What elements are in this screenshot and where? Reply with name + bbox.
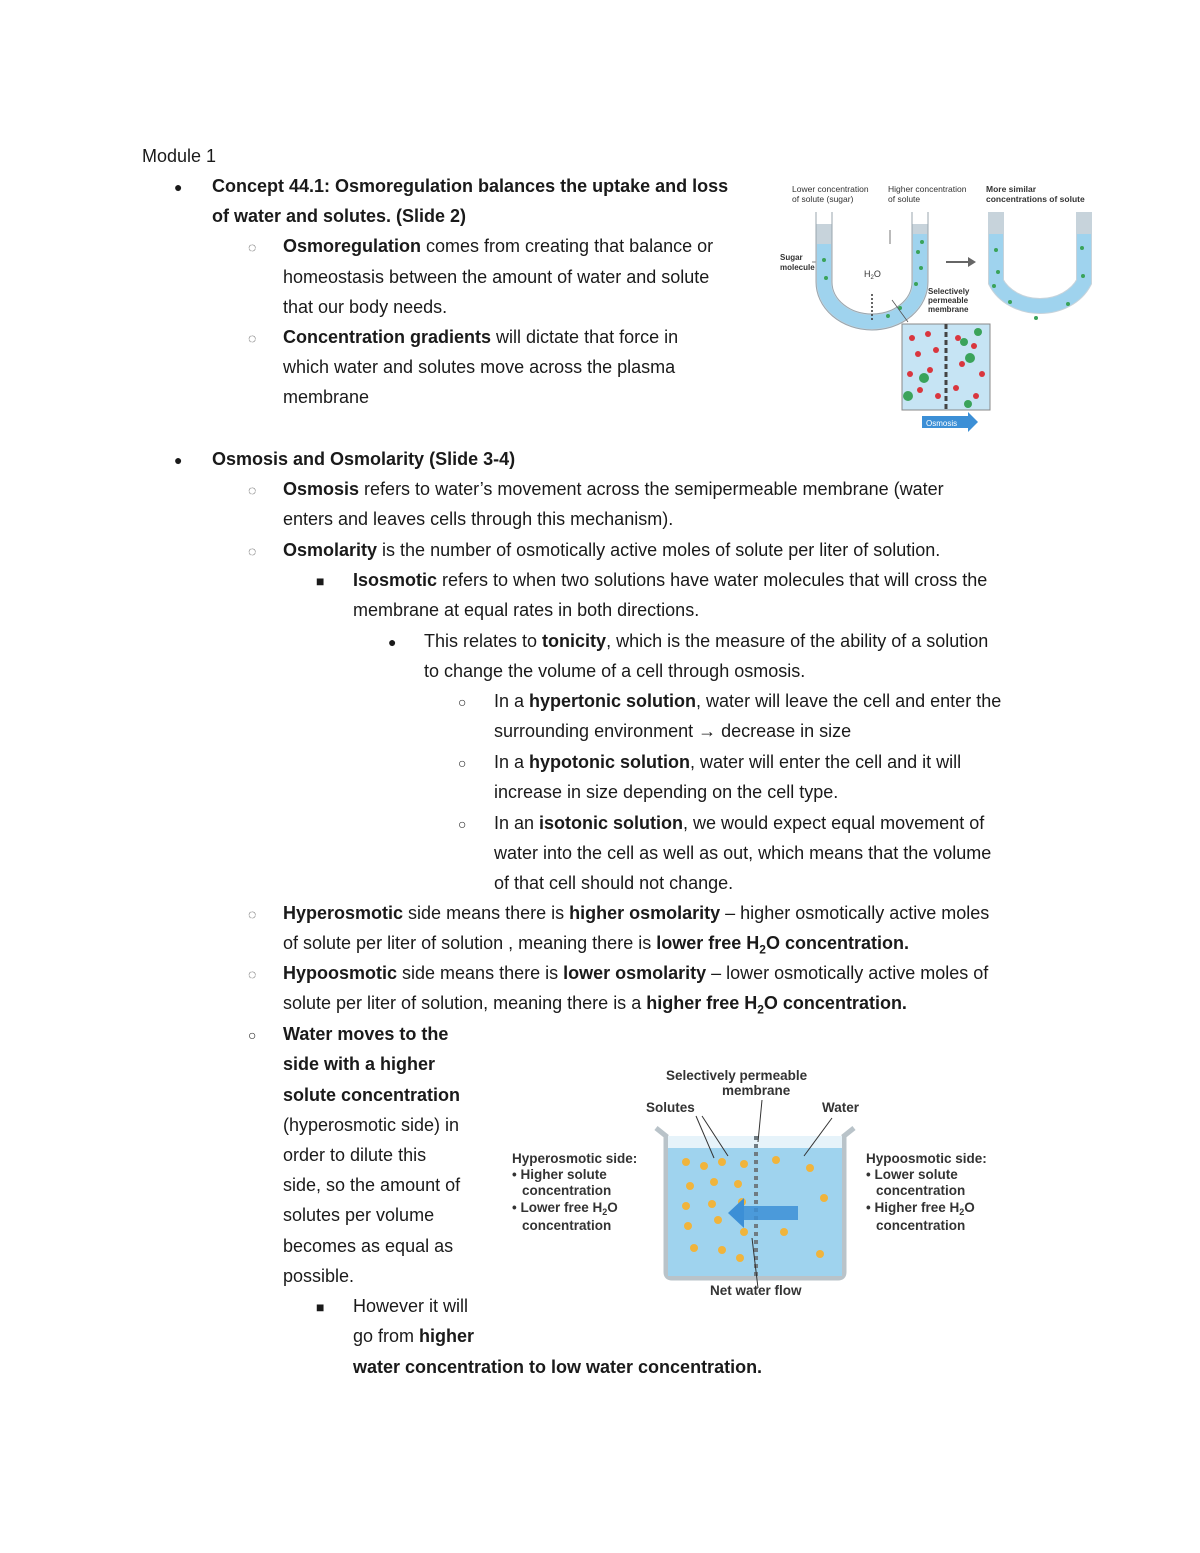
beaker: [656, 1128, 854, 1278]
term-osmolarity: Osmolarity: [283, 540, 378, 560]
bullet-dotted: ◌: [248, 482, 257, 498]
svg-text:concentration: [876, 1218, 965, 1233]
svg-text:Lower concentration: [792, 184, 869, 194]
svg-text:Hyperosmotic side:: [512, 1151, 637, 1166]
svg-text:• Lower solute: [866, 1167, 958, 1182]
svg-text:Hypoosmotic side:: [866, 1151, 987, 1166]
however-line2: [353, 1325, 474, 1347]
svg-text:Osmosis: [926, 419, 957, 428]
svg-text:Selectively: [928, 287, 970, 296]
bullet-square: ■: [316, 573, 325, 589]
label-lower-concentration-2: of solute (sugar): [792, 194, 854, 204]
hypoosmotic-text: – lower osmotically active moles of: [706, 963, 989, 983]
however-pre: go from: [353, 1326, 420, 1346]
module-title: Module 1: [142, 146, 217, 166]
svg-text:membrane: [928, 305, 969, 314]
hyperosmotic-line2: [283, 932, 909, 961]
hypotonic-line1: [494, 751, 961, 773]
bullet-dotted: ◌: [248, 330, 257, 346]
hypoosmotic-l2-pre: solute per liter of solution, meaning there is a: [283, 993, 647, 1013]
bullet-filled: ●: [174, 179, 183, 195]
isotonic-pre: In an: [494, 813, 540, 833]
term-higher-osmolarity: higher osmolarity: [569, 903, 721, 923]
section1-heading-line2: of water and solutes. (Slide 2): [212, 206, 467, 226]
label-solutes: Solutes: [646, 1100, 695, 1115]
hypotonic-text: , water will enter the cell and it will: [690, 752, 962, 772]
svg-text:membrane: [722, 1083, 791, 1098]
label-selectively-permeable: Selectively permeable: [666, 1068, 808, 1083]
however-line1: However it will: [353, 1296, 469, 1316]
osmoregulation-line2: homeostasis between the amount of water and solute: [283, 267, 710, 287]
gradients-text: will dictate that force in: [491, 327, 679, 347]
osmoregulation-line3: that our body needs.: [283, 297, 448, 317]
label-hyper-b1-2: concentration: [522, 1183, 612, 1198]
label-hypo-b1: • Lower solute: [866, 1167, 958, 1182]
label-more-similar: More similar: [986, 184, 1037, 194]
hypoosmotic-label-group: [866, 1151, 987, 1233]
label-lower-concentration: Lower concentration: [792, 184, 869, 194]
membrane-zoom: [902, 324, 990, 410]
bullet-dotted: ◌: [248, 239, 257, 255]
svg-text:Solutes: [646, 1100, 695, 1115]
label-hyper-b2-2: concentration: [522, 1218, 612, 1233]
osmosis-line1: [283, 478, 944, 500]
hypoosmotic-l2-sub: 2: [757, 1002, 764, 1017]
label-higher-concentration-2: of solute: [888, 194, 921, 204]
svg-text:permeable: [928, 296, 969, 305]
hypertonic-pre: In a: [494, 691, 530, 711]
bullet-dotted: ◌: [248, 543, 257, 559]
hyperosmotic-l2-bold: lower free H: [656, 933, 760, 953]
label-membrane-3: membrane: [928, 305, 969, 314]
gradients-line1: [283, 326, 678, 348]
bullet-filled: ●: [174, 452, 183, 468]
label-membrane-2: permeable: [928, 296, 969, 305]
isotonic-line1: [494, 812, 984, 834]
term-osmosis: Osmosis: [283, 479, 360, 499]
hyperosmotic-line1: [283, 902, 989, 924]
bullet-circle: ○: [248, 1027, 257, 1043]
label-h2o-sub: 2: [870, 275, 874, 281]
osmosis-line2: enters and leaves cells through this mechanism).: [283, 509, 674, 529]
bullet-filled: ●: [388, 634, 397, 650]
water-moves-line3: solute concentration: [283, 1085, 461, 1105]
label-hypo-b2-end: O: [964, 1200, 975, 1215]
svg-text:• Lower free H2O: [512, 1200, 618, 1217]
isosmotic-line1: [353, 569, 987, 591]
bullet-square: ■: [316, 1299, 325, 1315]
svg-text:More similar: [986, 184, 1037, 194]
osmoregulation-text: comes from creating that balance or: [421, 236, 714, 256]
water-moves-line6: side, so the amount of: [283, 1175, 461, 1195]
section1-heading-line1: Concept 44.1: Osmoregulation balances the uptake and loss: [212, 176, 729, 196]
svg-text:concentration: [876, 1183, 965, 1198]
svg-text:molecule: [780, 263, 815, 272]
label-sugar: Sugar: [780, 253, 803, 262]
label-hyper-b2-sub: 2: [602, 1207, 608, 1217]
bullet-circle: ○: [458, 694, 467, 710]
term-concentration-gradients: Concentration gradients: [283, 327, 492, 347]
label-hyper-b2-end: O: [607, 1200, 618, 1215]
svg-text:Net water flow: [710, 1283, 802, 1298]
label-hyperosmotic-title: Hyperosmotic side:: [512, 1151, 638, 1166]
hypoosmotic-l2-end: O concentration.: [763, 993, 907, 1013]
isosmotic-line2: membrane at equal rates in both directions.: [353, 600, 700, 620]
svg-text:of solute (sugar): [792, 194, 854, 204]
gradients-line2: which water and solutes move across the plasma: [283, 357, 676, 377]
tonicity-pre: This relates to: [424, 631, 543, 651]
label-membrane-1: Selectively: [928, 287, 970, 296]
however-line3: water concentration to low water concentration.: [353, 1357, 763, 1377]
label-hypo-b1-2: concentration: [876, 1183, 966, 1198]
beaker-osmosis-figure: [508, 1062, 1008, 1304]
tonicity-line2: to change the volume of a cell through osmosis.: [424, 661, 806, 681]
hyperosmotic-l2-end: O concentration.: [765, 933, 909, 953]
label-osmosis: Osmosis: [926, 419, 958, 428]
water-moves-line1: Water moves to the: [283, 1024, 449, 1044]
svg-text:• Higher free H2O: [866, 1200, 975, 1217]
svg-text:concentration: [522, 1183, 611, 1198]
hypoosmotic-line1: [283, 962, 988, 984]
term-tonicity: tonicity: [542, 631, 607, 651]
svg-text:Selectively permeable: [666, 1068, 808, 1083]
hyperosmotic-mid: side means there is: [403, 903, 570, 923]
bullet-circle: ○: [458, 755, 467, 771]
label-membrane: membrane: [722, 1083, 791, 1098]
water-moves-line8: becomes as equal as: [283, 1236, 454, 1256]
term-hypoosmotic: Hypoosmotic: [283, 963, 398, 983]
hypotonic-pre: In a: [494, 752, 530, 772]
label-hyper-b2: • Lower free H: [512, 1200, 603, 1215]
label-hypo-b2-sub: 2: [959, 1207, 965, 1217]
hyperosmotic-text: – higher osmotically active moles: [720, 903, 990, 923]
term-isosmotic: Isosmotic: [353, 570, 438, 590]
svg-text:concentration: [522, 1218, 611, 1233]
bullet-dotted: ◌: [248, 906, 257, 922]
label-hypo-b2-2: concentration: [876, 1218, 966, 1233]
bullet-dotted: ◌: [248, 966, 257, 982]
label-hypo-b2: • Higher free H: [866, 1200, 960, 1215]
hypoosmotic-line2: [283, 992, 907, 1021]
osmolarity-text: is the number of osmotically active moles of solute per liter of solution.: [377, 540, 941, 560]
water-moves-line2: side with a higher: [283, 1054, 436, 1074]
svg-text:concentrations of solute: [986, 194, 1085, 204]
osmosis-text: refers to water’s movement across the semipermeable membrane (water: [359, 479, 944, 499]
label-sugar-2: molecule: [780, 263, 815, 272]
water-moves-line7: solutes per volume: [283, 1205, 435, 1225]
label-water: Water: [822, 1100, 860, 1115]
isosmotic-text: refers to when two solutions have water molecules that will cross the: [437, 570, 988, 590]
hypoosmotic-l2-bold: higher free H: [646, 993, 758, 1013]
hypertonic-line2: surrounding environment → decrease in size: [494, 721, 852, 741]
hypotonic-line2: increase in size depending on the cell type.: [494, 782, 839, 802]
svg-text:• Higher solute: [512, 1167, 607, 1182]
osmoregulation-line1: [283, 235, 713, 257]
tonicity-line1: [424, 630, 988, 652]
svg-text:Higher concentration: [888, 184, 967, 194]
label-hypoosmotic-title: Hypoosmotic side:: [866, 1151, 987, 1166]
term-isotonic: isotonic solution: [539, 813, 684, 833]
hypertonic-line1: [494, 690, 1001, 712]
osmolarity-line1: [283, 539, 940, 561]
term-hyperosmotic: Hyperosmotic: [283, 903, 404, 923]
label-h2o-end: O: [873, 269, 881, 279]
label-more-similar-2: concentrations of solute: [986, 194, 1085, 204]
hyperosmotic-l2-pre: of solute per liter of solution , meaning there is: [283, 933, 657, 953]
hyperosmotic-label-group: [512, 1151, 637, 1233]
water-moves-line9: possible.: [283, 1266, 355, 1286]
svg-text:Sugar: [780, 253, 803, 262]
term-hypotonic: hypotonic solution: [529, 752, 691, 772]
hyperosmotic-l2-sub: 2: [759, 942, 766, 957]
term-lower-osmolarity: lower osmolarity: [563, 963, 707, 983]
isotonic-line2: water into the cell as well as out, which means that the volume: [494, 843, 992, 863]
label-higher-concentration: Higher concentration: [888, 184, 967, 194]
term-osmoregulation: Osmoregulation: [283, 236, 422, 256]
label-hyper-b1: • Higher solute: [512, 1167, 607, 1182]
u-tube-osmosis-figure: [778, 182, 1092, 432]
hypertonic-text: , water will leave the cell and enter the: [696, 691, 1002, 711]
isotonic-line3: of that cell should not change.: [494, 873, 734, 893]
bullet-circle: ○: [458, 816, 467, 832]
however-bold: higher: [419, 1326, 475, 1346]
hypoosmotic-mid: side means there is: [397, 963, 564, 983]
term-hypertonic: hypertonic solution: [529, 691, 697, 711]
water-moves-line4: (hyperosmotic side) in: [283, 1115, 460, 1135]
svg-text:of solute: [888, 194, 920, 204]
label-h2o: H: [864, 269, 871, 279]
label-net-water-flow: Net water flow: [710, 1283, 802, 1298]
isotonic-text: , we would expect equal movement of: [683, 813, 985, 833]
gradients-line3: membrane: [283, 387, 370, 407]
tonicity-text: , which is the measure of the ability of a solution: [606, 631, 989, 651]
water-moves-line5: order to dilute this: [283, 1145, 427, 1165]
section2-heading: Osmosis and Osmolarity (Slide 3-4): [212, 449, 516, 469]
svg-text:Water: [822, 1100, 860, 1115]
